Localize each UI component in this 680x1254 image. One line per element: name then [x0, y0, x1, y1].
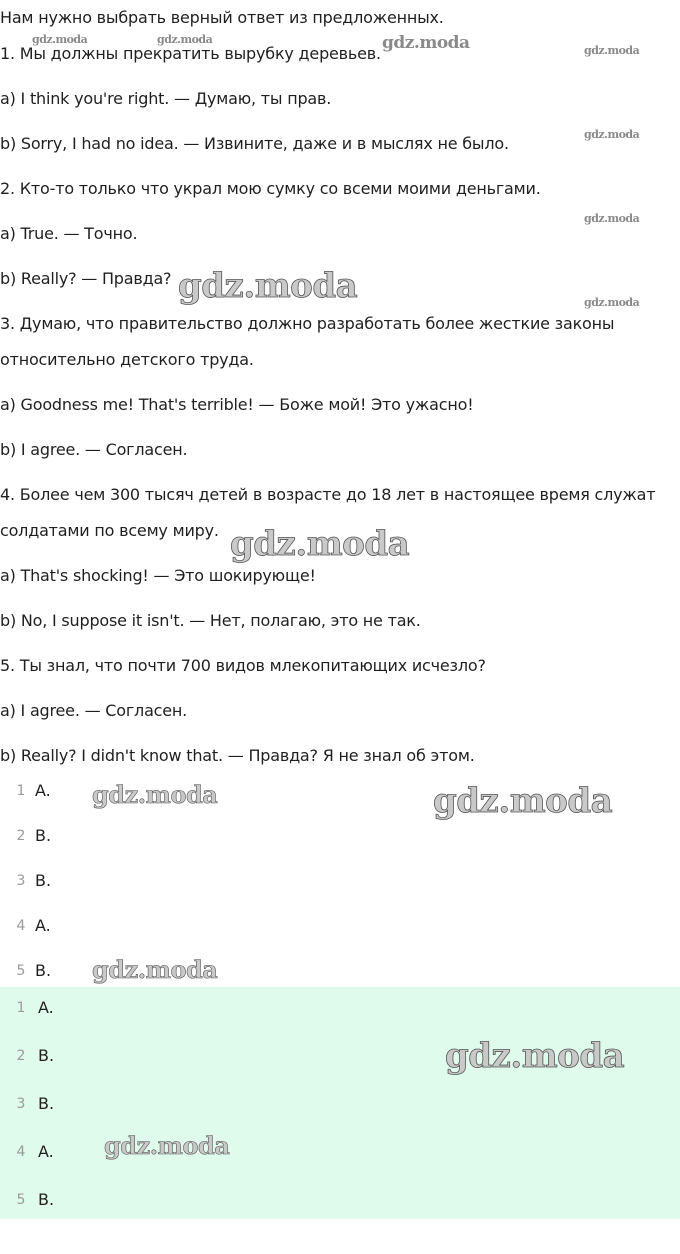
- answer-value: B.: [38, 1190, 55, 1209]
- answer-number: 3: [16, 873, 26, 889]
- answer-number: 5: [16, 963, 26, 979]
- watermark: gdz.moda: [178, 266, 358, 306]
- answer-5a: a) I agree. — Согласен.: [0, 701, 188, 720]
- watermark: gdz.moda: [445, 1036, 625, 1076]
- answer-4b: b) No, I suppose it isn't. — Нет, полагаю, это не так.: [0, 611, 421, 630]
- answer-value: B.: [38, 1094, 55, 1113]
- watermark: gdz.moda: [433, 781, 613, 821]
- highlighted-answers-block: [0, 987, 680, 1219]
- watermark: gdz.moda: [92, 955, 218, 984]
- answer-1a: a) I think you're right. — Думаю, ты прав.: [0, 89, 332, 108]
- answer-number: 4: [16, 918, 26, 934]
- watermark: gdz.moda: [32, 33, 88, 46]
- answer-value: B.: [35, 871, 52, 890]
- answer-value: A.: [38, 1142, 54, 1161]
- question-3-line-2: относительно детского труда.: [0, 350, 254, 369]
- answer-value: A.: [35, 781, 51, 800]
- watermark: gdz.moda: [584, 128, 640, 141]
- answer-number: 1: [16, 783, 26, 799]
- watermark: gdz.moda: [584, 44, 640, 57]
- answer-number: 4: [16, 1144, 26, 1160]
- watermark: gdz.moda: [92, 780, 218, 809]
- question-5: 5. Ты знал, что почти 700 видов млекопитающих исчезло?: [0, 656, 486, 675]
- answer-4a: a) That's shocking! — Это шокирующе!: [0, 566, 316, 585]
- answer-number: 2: [16, 828, 26, 844]
- answer-value: A.: [35, 916, 51, 935]
- question-3-line-1: 3. Думаю, что правительство должно разработать более жесткие законы: [0, 314, 615, 333]
- watermark: gdz.moda: [230, 524, 410, 564]
- answer-2a: a) True. — Точно.: [0, 224, 138, 243]
- answer-1b: b) Sorry, I had no idea. — Извините, даже и в мыслях не было.: [0, 134, 509, 153]
- intro-text: Нам нужно выбрать верный ответ из предложенных.: [0, 8, 444, 27]
- answer-number: 2: [16, 1048, 26, 1064]
- answer-3b: b) I agree. — Согласен.: [0, 440, 188, 459]
- question-4-line-2: солдатами по всему миру.: [0, 521, 219, 540]
- question-4-line-1: 4. Более чем 300 тысяч детей в возрасте до 18 лет в настоящее время служат: [0, 485, 656, 504]
- watermark: gdz.moda: [157, 33, 213, 46]
- watermark: gdz.moda: [382, 33, 470, 53]
- answer-5b: b) Really? I didn't know that. — Правда? Я не знал об этом.: [0, 746, 475, 765]
- question-2: 2. Кто-то только что украл мою сумку со всеми моими деньгами.: [0, 179, 541, 198]
- watermark: gdz.moda: [584, 212, 640, 225]
- watermark: gdz.moda: [584, 296, 640, 309]
- answer-value: A.: [38, 998, 54, 1017]
- question-1: 1. Мы должны прекратить вырубку деревьев.: [0, 44, 381, 63]
- answer-3a: a) Goodness me! That's terrible! — Боже мой! Это ужасно!: [0, 395, 474, 414]
- answer-value: B.: [35, 826, 52, 845]
- answer-number: 5: [16, 1192, 26, 1208]
- answer-value: B.: [35, 961, 52, 980]
- answer-number: 3: [16, 1096, 26, 1112]
- answer-number: 1: [16, 1000, 26, 1016]
- watermark: gdz.moda: [104, 1131, 230, 1160]
- answer-2b: b) Really? — Правда?: [0, 269, 172, 288]
- answer-value: B.: [38, 1046, 55, 1065]
